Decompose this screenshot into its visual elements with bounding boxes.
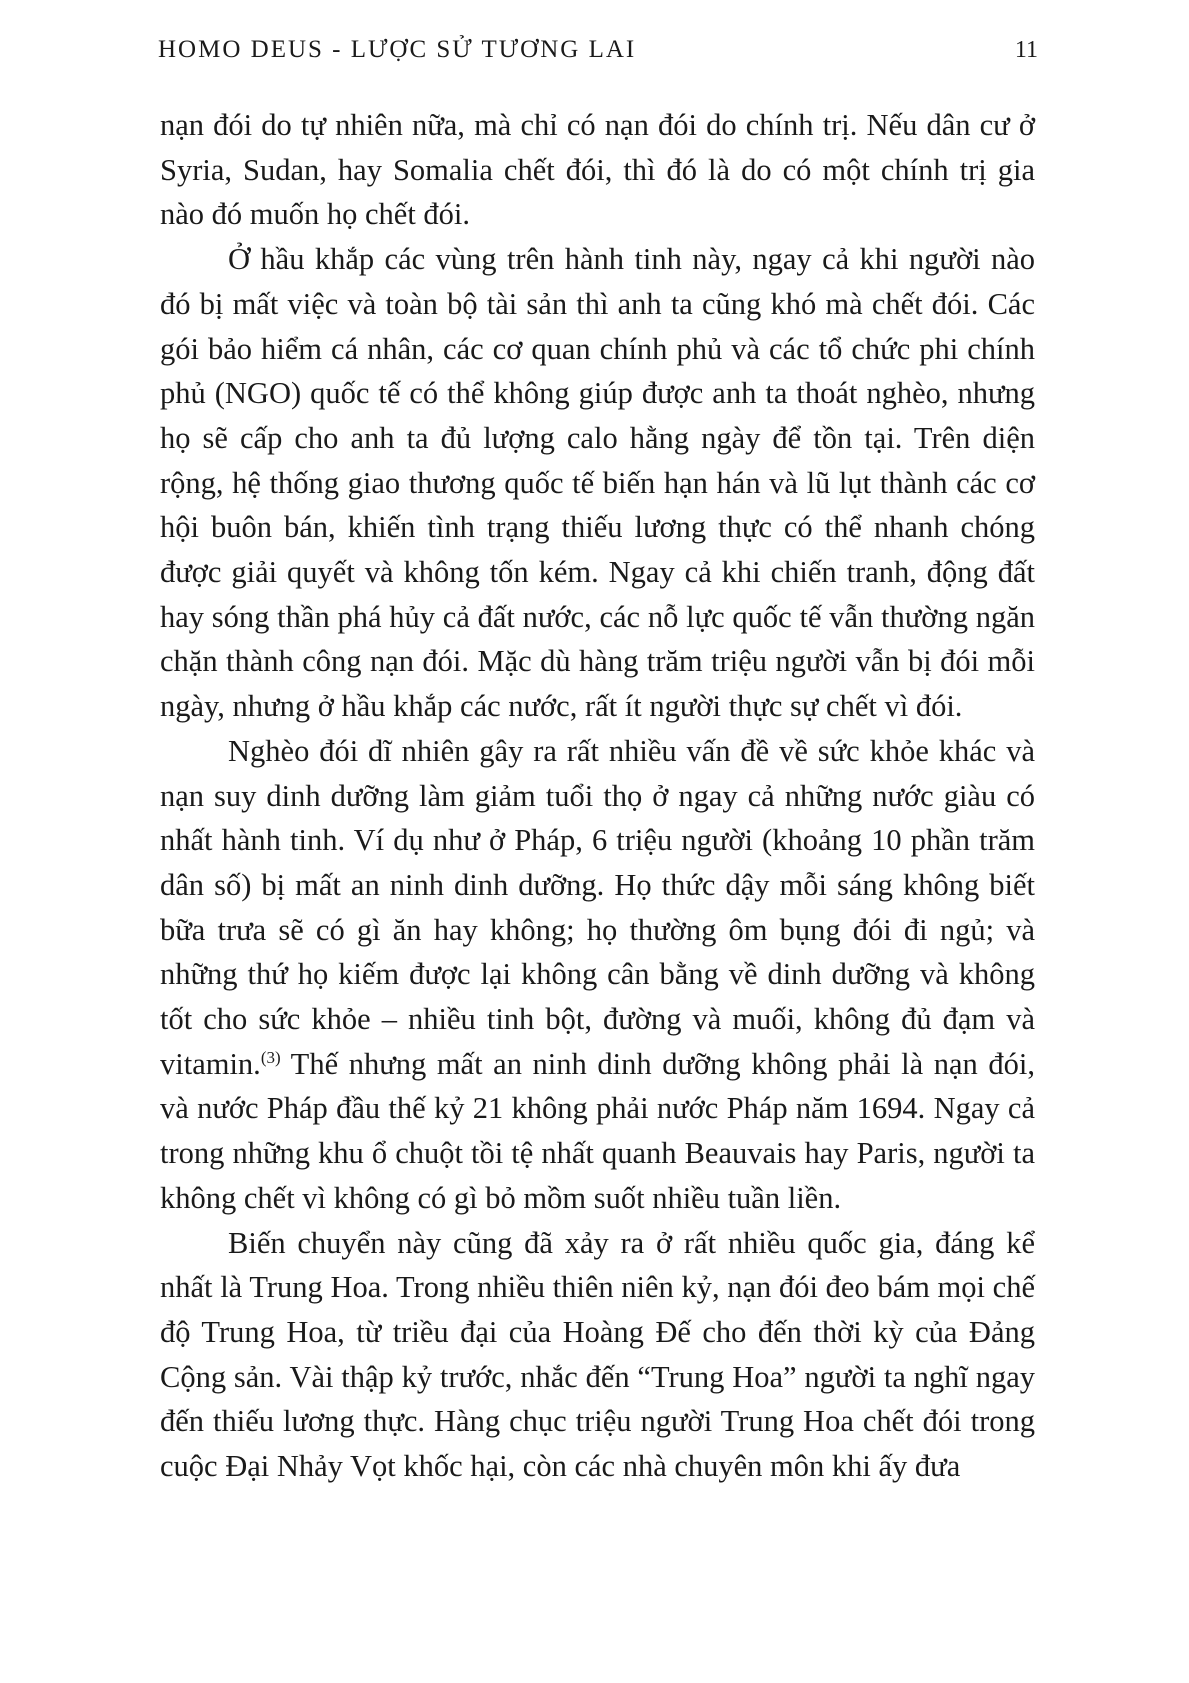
running-header [158, 30, 1038, 70]
body-text [160, 103, 1035, 1489]
book-title-header: HOMO DEUS - LƯỢC SỬ TƯƠNG LAI [158, 36, 637, 63]
paragraph-3-text-b: Thế nhưng mất an ninh dinh dưỡng không phải là nạn đói, và nước Pháp đầu thế kỷ 21 không phải nước Pháp năm 1694. Ngay cả trong những khu ổ chuột tồi tệ nhất quanh Beauvais hay Paris, người ta không chết vì không có gì bỏ mồm suốt nhiều tuần liền. [160, 1046, 1035, 1215]
footnote-reference[interactable]: (3) [260, 1047, 281, 1067]
paragraph-3-text-a: Nghèo đói dĩ nhiên gây ra rất nhiều vấn đề về sức khỏe khác và nạn suy dinh dưỡng làm giảm tuổi thọ ở ngay cả những nước giàu có nhất hành tinh. Ví dụ như ở Pháp, 6 triệu người (khoảng 10 phần trăm dân số) bị mất an ninh dinh dưỡng. Họ thức dậy mỗi sáng không biết bữa trưa sẽ có gì ăn hay không; họ thường ôm bụng đói đi ngủ; và những thứ họ kiếm được lại không cân bằng về dinh dưỡng và không tốt cho sức khỏe – nhiều tinh bột, đường và muối, không đủ đạm và vitamin. [160, 733, 1035, 1081]
page-number: 11 [1014, 37, 1038, 63]
paragraph-1: nạn đói do tự nhiên nữa, mà chỉ có nạn đói do chính trị. Nếu dân cư ở Syria, Sudan, hay Somalia chết đói, thì đó là do có một chính trị gia nào đó muốn họ chết đói. [160, 108, 1035, 232]
paragraph-2: Ở hầu khắp các vùng trên hành tinh này, ngay cả khi người nào đó bị mất việc và toàn bộ tài sản thì anh ta cũng khó mà chết đói. Các gói bảo hiểm cá nhân, các cơ quan chính phủ và các tổ chức phi chính phủ (NGO) quốc tế có thể không giúp được anh ta thoát nghèo, nhưng họ sẽ cấp cho anh ta đủ lượng calo hằng ngày để tồn tại. Trên diện rộng, hệ thống giao thương quốc tế biến hạn hán và lũ lụt thành các cơ hội buôn bán, khiến tình trạng thiếu lương thực có thể nhanh chóng được giải quyết và không tốn kém. Ngay cả khi chiến tranh, động đất hay sóng thần phá hủy cả đất nước, các nỗ lực quốc tế vẫn thường ngăn chặn thành công nạn đói. Mặc dù hàng trăm triệu người vẫn bị đói mỗi ngày, nhưng ở hầu khắp các nước, rất ít người thực sự chết vì đói. [160, 242, 1035, 724]
paragraph-4: Biến chuyển này cũng đã xảy ra ở rất nhiều quốc gia, đáng kể nhất là Trung Hoa. Trong nhiều thiên niên kỷ, nạn đói đeo bám mọi chế độ Trung Hoa, từ triều đại của Hoàng Đế cho đến thời kỳ của Đảng Cộng sản. Vài thập kỷ trước, nhắc đến “Trung Hoa” người ta nghĩ ngay đến thiếu lương thực. Hàng chục triệu người Trung Hoa chết đói trong cuộc Đại Nhảy Vọt khốc hại, còn các nhà chuyên môn khi ấy đưa [160, 1225, 1035, 1484]
paragraph-3 [160, 729, 1035, 1221]
